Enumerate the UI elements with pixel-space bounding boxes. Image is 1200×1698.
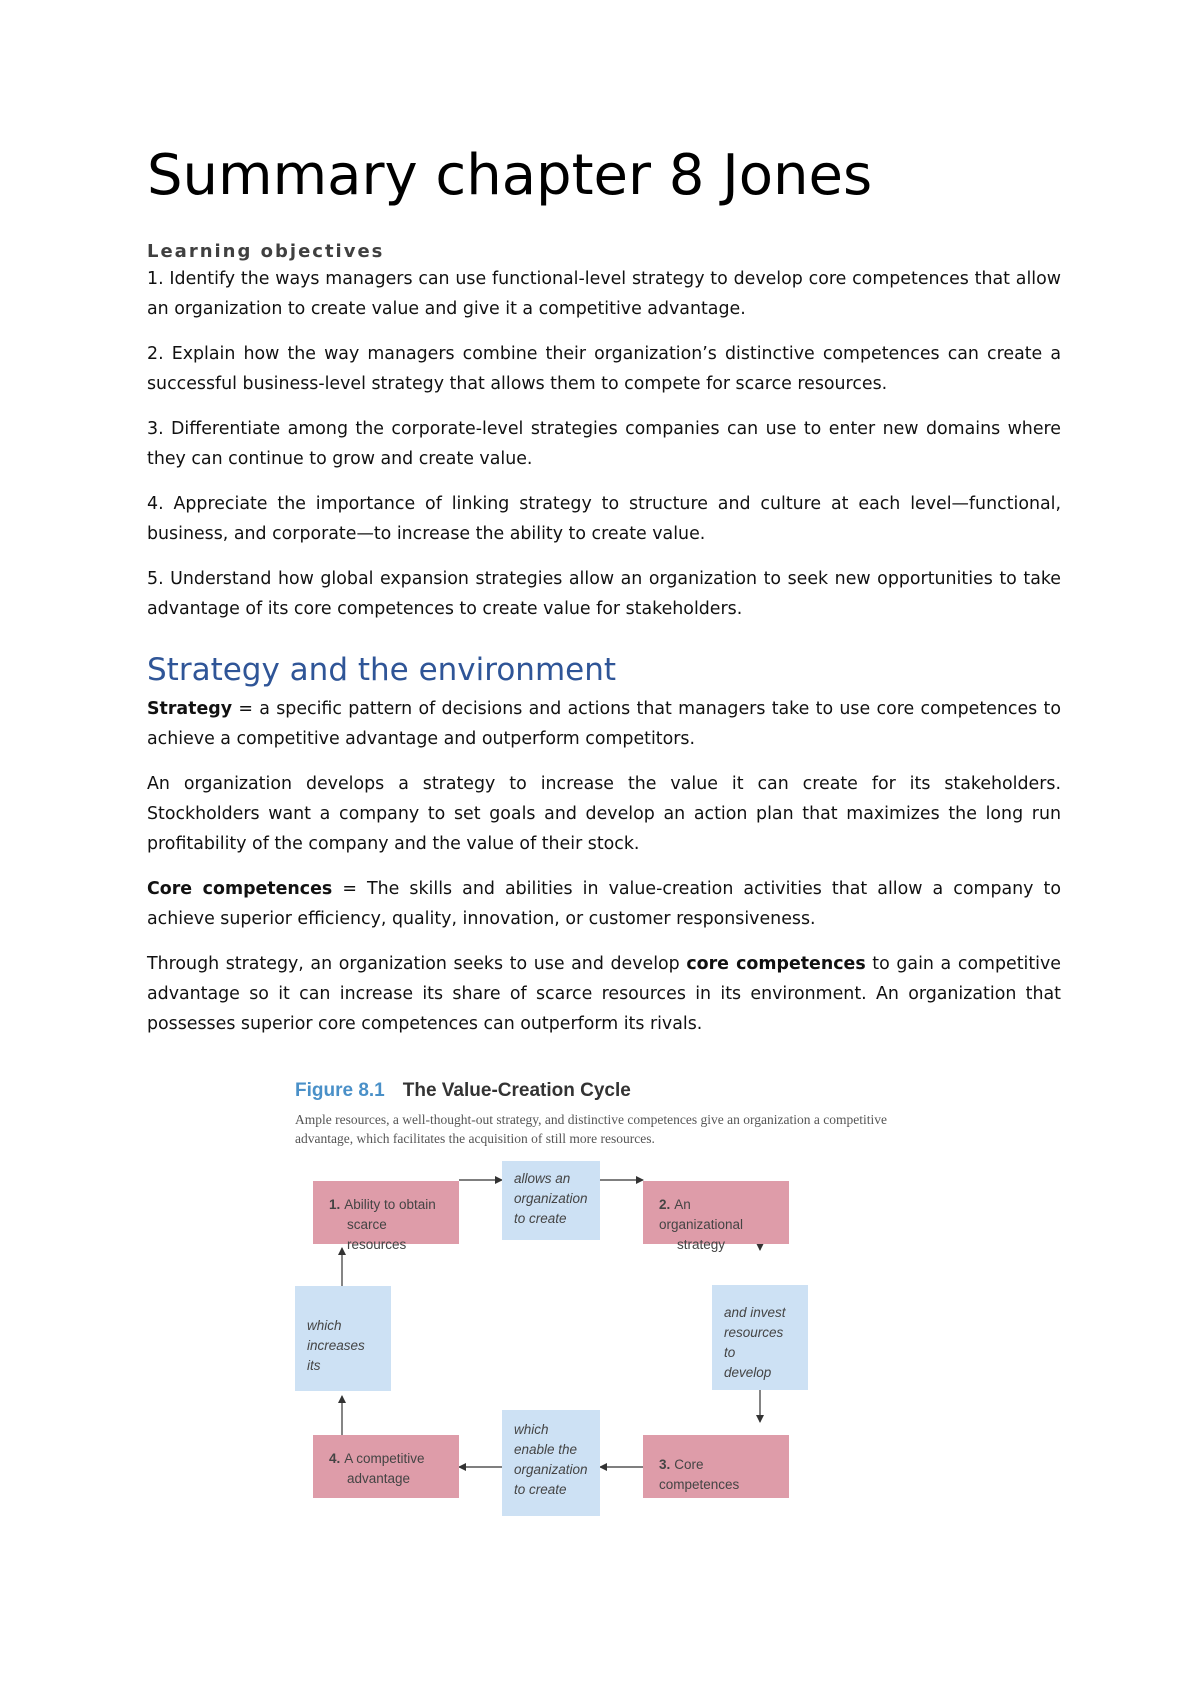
section-heading: Strategy and the environment <box>147 652 617 688</box>
link-line: and invest <box>724 1305 786 1320</box>
link-box-top <box>502 1161 600 1240</box>
objective-text: Explain how the way managers combine their organization’s distinctive competences can create a successful business-level strategy that allows them to compete for scarce resources. <box>147 344 1061 394</box>
link-box-bottom <box>502 1410 600 1516</box>
objective-text: Appreciate the importance of linking strategy to structure and culture at each level—functional, business, and corporate—to increase the ability to create value. <box>147 494 1061 544</box>
objective-item <box>147 489 1061 549</box>
stage-number: 3. <box>659 1457 671 1472</box>
stage-line: Ability to obtain <box>344 1197 436 1212</box>
link-line: resources to <box>724 1325 784 1360</box>
core-competences-emphasis: core competences <box>686 954 866 974</box>
document-title: Summary chapter 8 Jones <box>147 143 873 208</box>
link-line: enable the <box>514 1442 578 1457</box>
strategy-definition <box>147 694 1061 754</box>
objective-item <box>147 264 1061 324</box>
stage-box-3 <box>643 1435 789 1498</box>
stage-line: advantage <box>347 1471 411 1486</box>
objective-number: 2. <box>147 344 164 364</box>
link-line: increases its <box>307 1338 365 1373</box>
objective-number: 3. <box>147 419 164 439</box>
stage-line: An organizational <box>659 1197 744 1232</box>
stage-line: strategy <box>677 1237 726 1252</box>
link-line: organization <box>514 1191 588 1206</box>
stage-box-2 <box>643 1181 789 1252</box>
paragraph-text: Through strategy, an organization seeks to use and develop <box>147 954 687 974</box>
link-line: to create <box>514 1211 567 1226</box>
stage-box-4 <box>313 1435 459 1498</box>
stage-number: 2. <box>659 1197 671 1212</box>
objective-number: 1. <box>147 269 164 289</box>
link-line: organization <box>514 1462 588 1477</box>
objective-item <box>147 564 1061 624</box>
organization-paragraph: An organization develops a strategy to increase the value it can create for its stakeholders. Stockholders want a company to set goals and develop an action plan that maximizes the long run profitability of the company and the value of their stock. <box>147 774 1061 854</box>
paragraph-text: to gain a competitive advantage so it can increase its share of scarce resources in its environment. An organization that possesses superior core competences can outperform its rivals. <box>147 954 1061 1034</box>
link-box-left <box>295 1286 391 1391</box>
link-box-right <box>712 1285 808 1390</box>
objective-text: Identify the ways managers can use functional-level strategy to develop core competences that allow an organization to create value and give it a competitive advantage. <box>147 269 1061 319</box>
figure-name: The Value-Creation Cycle <box>402 1080 631 1101</box>
figure-number: Figure 8.1 <box>295 1080 385 1101</box>
link-line: which <box>307 1318 342 1333</box>
core-competences-definition <box>147 874 1061 934</box>
learning-objectives-label: Learning objectives <box>147 241 385 262</box>
objective-number: 5. <box>147 569 164 589</box>
stage-line: Core competences <box>659 1457 740 1492</box>
stage-number: 4. <box>329 1451 341 1466</box>
objective-text: Differentiate among the corporate-level strategies companies can use to enter new domains where they can continue to grow and create value. <box>147 419 1061 469</box>
objectives-list <box>147 264 1061 624</box>
core-competences-term: Core competences <box>147 879 333 899</box>
core-competences-definition-text: = The skills and abilities in value-creation activities that allow a company to achieve superior efficiency, quality, innovation, or customer responsiveness. <box>147 879 1061 929</box>
link-line: allows an <box>514 1171 571 1186</box>
stage-number: 1. <box>329 1197 341 1212</box>
document-body <box>147 140 1061 1054</box>
stage-line: scarce resources <box>347 1217 407 1252</box>
objective-number: 4. <box>147 494 164 514</box>
figure-caption: Ample resources, a well-thought-out strategy, and distinctive competences give an organization a competitive advantage, which facilitates the acquisition of still more resources. <box>295 1112 887 1146</box>
link-line: develop <box>724 1365 772 1380</box>
objective-text: Understand how global expansion strategies allow an organization to seek new opportunities to take advantage of its core competences to create value for stakeholders. <box>147 569 1061 619</box>
stage-box-1 <box>313 1181 459 1252</box>
strategy-term: Strategy <box>147 699 233 719</box>
value-creation-cycle-figure <box>295 1080 895 1520</box>
through-strategy-paragraph <box>147 949 1061 1039</box>
strategy-definition-text: = a specific pattern of decisions and actions that managers take to use core competences to achieve a competitive advantage and outperform competitors. <box>147 699 1061 749</box>
objective-item <box>147 339 1061 399</box>
objective-item <box>147 414 1061 474</box>
stage-line: A competitive <box>344 1451 425 1466</box>
link-line: to create <box>514 1482 567 1497</box>
link-line: which <box>514 1422 549 1437</box>
